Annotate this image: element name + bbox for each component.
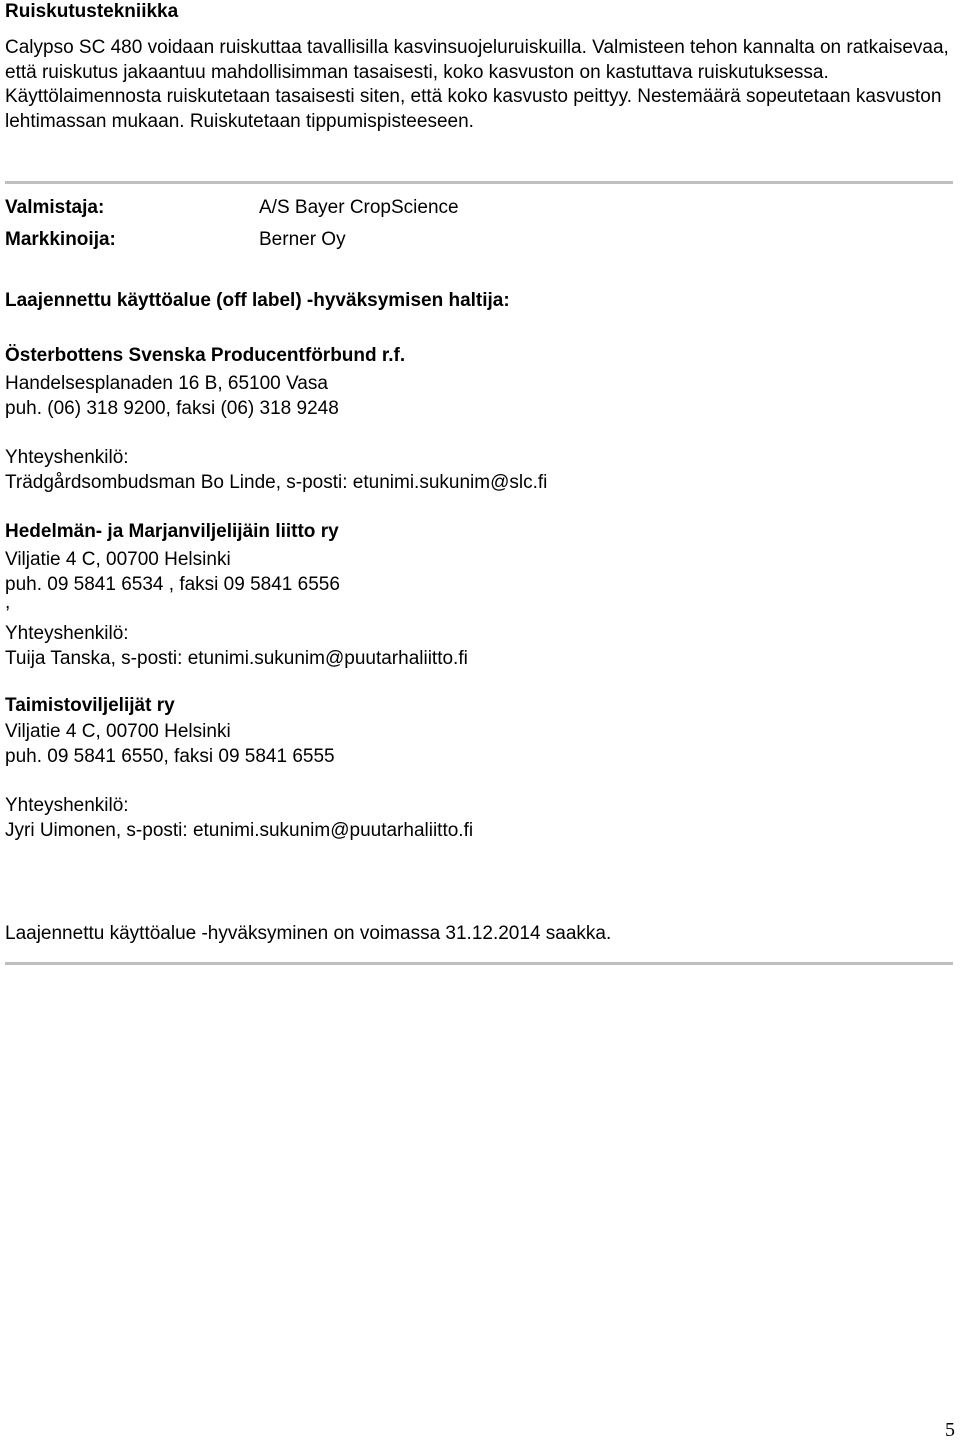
- top-divider: [5, 181, 953, 184]
- manufacturer-label: Valmistaja:: [5, 197, 105, 218]
- marketer-label: Markkinoija:: [5, 229, 116, 250]
- validity-statement: Laajennettu käyttöalue -hyväksyminen on voimassa 31.12.2014 saakka.: [5, 923, 612, 944]
- holder-phone: puh. 09 5841 6534 , faksi 09 5841 6556: [5, 574, 340, 595]
- section-title: Ruiskutustekniikka: [5, 1, 179, 22]
- holder-stray-mark: ,: [5, 592, 11, 613]
- holders-heading: Laajennettu käyttöalue (off label) -hyväksymisen haltija:: [5, 290, 510, 311]
- holder-name: Hedelmän- ja Marjanviljelijäin liitto ry: [5, 521, 339, 542]
- holder-contact: Tuija Tanska, s-posti: etunimi.sukunim@puutarhaliitto.fi: [5, 648, 468, 669]
- holder-phone: puh. 09 5841 6550, faksi 09 5841 6555: [5, 746, 335, 767]
- holder-contact-label: Yhteyshenkilö:: [5, 623, 129, 644]
- holder-contact: Jyri Uimonen, s-posti: etunimi.sukunim@puutarhaliitto.fi: [5, 820, 474, 841]
- marketer-value: Berner Oy: [259, 229, 346, 250]
- holder-name: Österbottens Svenska Producentförbund r.f.: [5, 345, 406, 366]
- section-paragraph: Calypso SC 480 voidaan ruiskuttaa tavallisilla kasvinsuojeluruiskuilla. Valmisteen tehon kannalta on ratkaisevaa, että ruiskutus jakaantuu mahdollisimman tasaisesti, koko kasvuston on kastuttava ruiskutuksessa. Käyttölaimennosta ruiskutetaan tasaisesti siten, että koko kasvusto peittyy. Nestemäärä sopeutetaan kasvuston lehtimassan mukaan. Ruiskutetaan tippumispisteeseen.: [5, 37, 949, 132]
- bottom-divider: [5, 962, 953, 965]
- holder-name: Taimistoviljelijät ry: [5, 695, 175, 716]
- holder-phone: puh. (06) 318 9200, faksi (06) 318 9248: [5, 398, 339, 419]
- holder-address: Viljatie 4 C, 00700 Helsinki: [5, 721, 231, 742]
- holder-contact: Trädgårdsombudsman Bo Linde, s-posti: etunimi.sukunim@slc.fi: [5, 472, 548, 493]
- holder-address: Viljatie 4 C, 00700 Helsinki: [5, 549, 231, 570]
- manufacturer-value: A/S Bayer CropScience: [259, 197, 459, 218]
- page-number: 5: [945, 1419, 955, 1441]
- holder-contact-label: Yhteyshenkilö:: [5, 447, 129, 468]
- holder-address: Handelsesplanaden 16 B, 65100 Vasa: [5, 373, 328, 394]
- holder-contact-label: Yhteyshenkilö:: [5, 795, 129, 816]
